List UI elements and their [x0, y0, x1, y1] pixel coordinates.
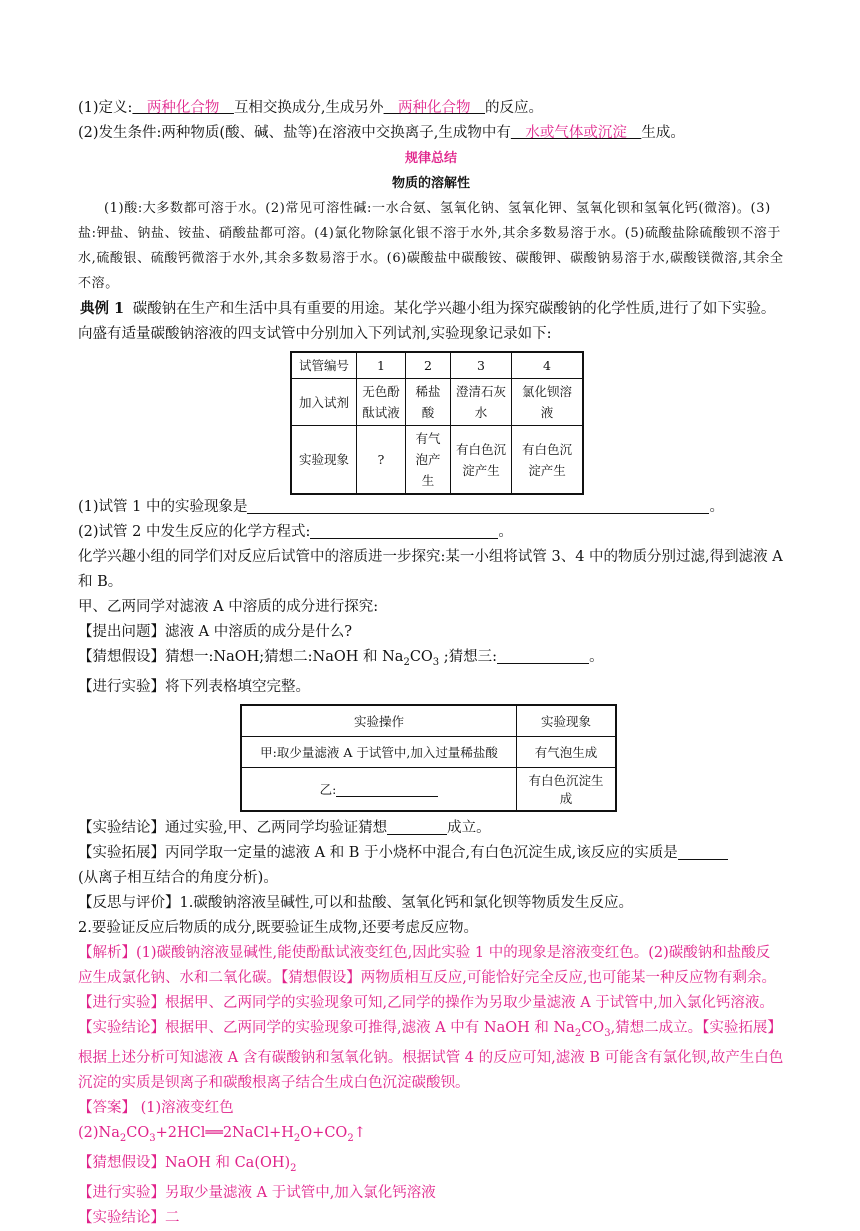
def-mid: 互相交换成分,生成另外	[233, 100, 384, 116]
table-cell: 1	[357, 352, 406, 379]
table-cell: 有气泡产生	[406, 426, 451, 495]
condition-line	[78, 121, 784, 146]
table-cell: 有白色沉淀产生	[451, 426, 512, 495]
solubility-title: 物质的溶解性	[391, 176, 470, 191]
question-12: 2.要验证反应后物质的成分,既要验证生成物,还要考虑反应物。	[78, 919, 479, 936]
table-cell: 澄清石灰水	[451, 379, 512, 426]
answer-2	[78, 1121, 784, 1151]
period: 。	[589, 649, 604, 665]
answer-blank	[497, 647, 589, 664]
def-answer-1: 两种化合物	[132, 100, 234, 116]
answer-blank	[387, 818, 447, 835]
table-row	[241, 705, 616, 737]
solubility-paragraph: (1)酸:大多数都可溶于水。(2)常见可溶性碱:一水合氨、氢氧化钠、氢氧化钾、氢氧化钡和氢氧化钙(微溶)。(3)盐:钾盐、钠盐、铵盐、硝酸盐都可溶。(4)氯化物除氯化银不溶于水外,其余多数易溶于水。(5)硫酸盐除硫酸钡不溶于水,硫酸银、硫酸钙微溶于水外,其余多数易溶于水。(6)碳酸盐中碳酸铵、碳酸钾、碳酸钠易溶于水,碳酸镁微溶,其余全不溶。	[78, 201, 784, 291]
table-cell: 4	[512, 352, 584, 379]
table-cell: ?	[357, 426, 406, 495]
equation-text: ↑	[353, 1124, 366, 1141]
answer-3	[78, 1151, 784, 1181]
definition-line	[78, 96, 784, 121]
answer-5: 【实验结论】二	[78, 1209, 180, 1226]
cond-suffix: 生成。	[641, 125, 685, 141]
question-2	[78, 520, 784, 545]
subscript: 2	[574, 1027, 582, 1039]
table-cell: 无色酚酞试液	[357, 379, 406, 426]
table-cell: 加入试剂	[291, 379, 357, 426]
experiment-table	[240, 704, 617, 812]
subscript: 2	[347, 1132, 354, 1144]
equation-text: (2)Na	[78, 1124, 120, 1141]
table-row	[291, 426, 583, 495]
equation-text: O+CO	[300, 1124, 348, 1141]
answer-blank	[310, 522, 498, 539]
question-1-text: (1)试管 1 中的实验现象是	[78, 499, 248, 515]
question-11: 【反思与评价】1.碳酸钠溶液呈碱性,可以和盐酸、氢氧化钙和氯化钡等物质发生反应。	[78, 894, 633, 911]
table-cell: 甲:取少量滤液 A 于试管中,加入过量稀盐酸	[241, 736, 517, 767]
answer-blank	[336, 780, 438, 797]
cell-text: 乙:	[319, 781, 337, 797]
rule-summary-title: 规律总结	[404, 151, 457, 166]
q6-text: ;猜想三:	[439, 649, 498, 665]
table-cell: 3	[451, 352, 512, 379]
table-row	[241, 736, 616, 767]
table-cell: 有白色沉淀生成	[517, 767, 617, 811]
question-9	[78, 841, 784, 866]
analysis-text: 【解析】(1)碳酸钠溶液显碱性,能使酚酞试液变红色,因此实验 1 中的现象是溶液变红色。(2)碳酸钠和盐酸反应生成氯化钠、水和二氧化碳。【猜想假设】两物质相互反应,可能恰好完全反应,也可能某一种反应物有剩余。【进行实验】根据甲、乙两同学的实验现象可知,乙同学的操作为另取少量滤液 A 于试管中,加入氯化钙溶液。【实验结论】根据甲、乙两同学的实验现象可推得,滤液 A 中有 NaOH 和 Na	[78, 944, 776, 1036]
def-answer-2: 两种化合物	[383, 100, 486, 116]
question-5: 【提出问题】滤液 A 中溶质的成分是什么?	[78, 624, 352, 640]
question-6	[78, 645, 784, 675]
test-tube-table	[290, 351, 584, 495]
document-page	[78, 96, 784, 1231]
subscript: 2	[290, 1162, 297, 1174]
cond-prefix: (2)发生条件:两种物质(酸、碱、盐等)在溶液中交换离子,生成物中有	[78, 125, 511, 141]
example-intro-text: 碳酸钠在生产和生活中具有重要的用途。某化学兴趣小组为探究碳酸钠的化学性质,进行了如下实验。	[132, 301, 776, 317]
answer-3-text: 【猜想假设】NaOH 和 Ca(OH)	[78, 1154, 291, 1171]
subscript: 2	[293, 1132, 301, 1144]
table-cell: 稀盐酸	[406, 379, 451, 426]
subscript: 3	[432, 656, 440, 668]
analysis-text: CO	[581, 1019, 605, 1036]
equation-text: +2HCl══2NaCl+H	[155, 1124, 294, 1141]
question-4: 甲、乙两同学对滤液 A 中溶质的成分进行探究:	[78, 599, 379, 615]
table-cell: 实验现象	[291, 426, 357, 495]
cond-answer: 水或气体或沉淀	[510, 125, 642, 141]
answer-1: 【答案】 (1)溶液变红色	[78, 1099, 234, 1116]
question-1	[78, 495, 784, 520]
equation-text: CO	[126, 1124, 150, 1141]
period: 。	[498, 524, 513, 540]
subscript: 3	[149, 1132, 156, 1144]
q6-text: 【猜想假设】猜想一:NaOH;猜想二:NaOH 和 Na	[78, 649, 404, 665]
q8-text: 【实验结论】通过实验,甲、乙两同学均验证猜想	[78, 819, 388, 836]
def-suffix: 的反应。	[485, 100, 544, 116]
q6-text: CO	[409, 649, 433, 665]
example-intro	[78, 296, 784, 322]
period: 。	[709, 499, 724, 515]
question-8	[78, 816, 784, 841]
table-cell: 有气泡生成	[517, 736, 617, 767]
table-cell: 2	[406, 352, 451, 379]
table-cell	[241, 767, 517, 811]
q9-text: 【实验拓展】丙同学取一定量的滤液 A 和 B 于小烧杯中混合,有白色沉淀生成,该反应的实质是	[78, 844, 678, 861]
answer-blank	[678, 843, 728, 860]
example-tag: 典例 1	[78, 296, 128, 321]
analysis-text: ,猜想二成立。【实验拓展】根据上述分析可知滤液 A 含有碳酸钠和氢氧化钠。根据试管 4 的反应可知,滤液 B 可能含有氯化钡,故产生白色沉淀的实质是钡离子和碳酸根离子结合生成白色沉淀碳酸钡。	[78, 1019, 784, 1091]
table-cell: 氯化钡溶液	[512, 379, 584, 426]
question-10: (从离子相互结合的角度分析)。	[78, 869, 278, 886]
answer-4: 【进行实验】另取少量滤液 A 于试管中,加入氯化钙溶液	[78, 1184, 436, 1201]
subscript: 2	[119, 1132, 127, 1144]
example-line-2: 向盛有适量碳酸钠溶液的四支试管中分别加入下列试剂,实验现象记录如下:	[78, 326, 552, 342]
table-cell: 试管编号	[291, 352, 357, 379]
question-7: 【进行实验】将下列表格填空完整。	[78, 678, 310, 695]
table-cell: 实验操作	[241, 705, 517, 737]
question-3: 化学兴趣小组的同学们对反应后试管中的溶质进一步探究:某一小组将试管 3、4 中的物质分别过滤,得到滤液 A 和 B。	[78, 549, 783, 590]
table-row	[241, 767, 616, 811]
subscript: 3	[604, 1027, 611, 1039]
analysis-paragraph	[78, 941, 784, 1096]
table-row	[291, 379, 583, 426]
table-cell: 实验现象	[517, 705, 617, 737]
table-cell: 有白色沉淀产生	[512, 426, 584, 495]
subscript: 2	[403, 656, 410, 668]
answer-blank	[247, 497, 709, 514]
question-2-text: (2)试管 2 中发生反应的化学方程式:	[78, 524, 311, 540]
def-prefix: (1)定义:	[78, 100, 133, 116]
table-row	[291, 352, 583, 379]
q8-text: 成立。	[447, 819, 491, 836]
